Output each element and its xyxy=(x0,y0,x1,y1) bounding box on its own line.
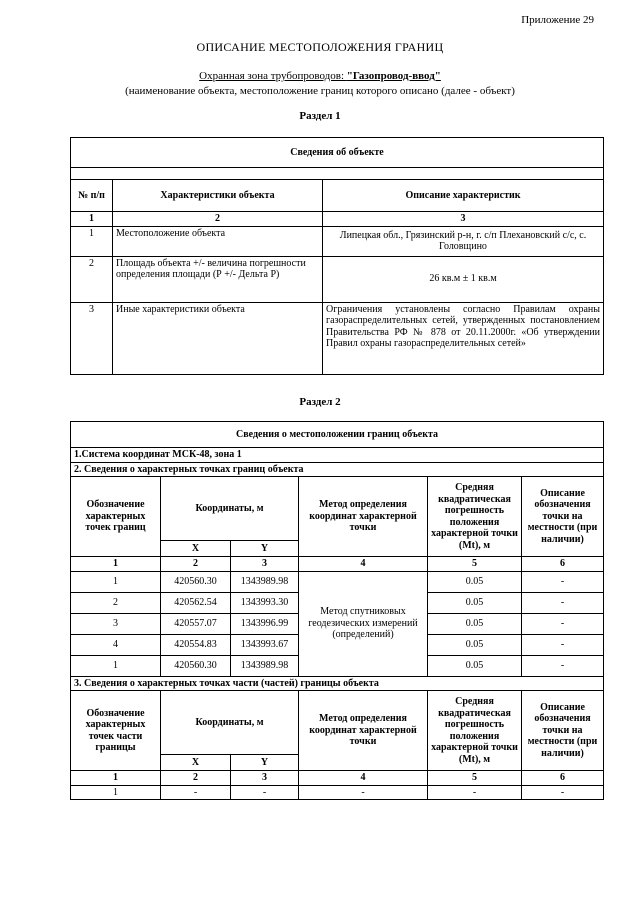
subsection-2: 2. Сведения о характерных точках границ объекта xyxy=(71,462,604,477)
method-cell: Метод спутниковых геодезических измерений (определений) xyxy=(299,571,428,676)
point-y: 1343996.99 xyxy=(231,613,299,634)
error-header: Средняя квадратическая погрешность положения характерной точки (Mt), м xyxy=(428,477,522,557)
row-number: 1 xyxy=(71,226,113,256)
col-num-header: № п/п xyxy=(71,180,113,212)
coord-system: 1.Система координат МСК-48, зона 1 xyxy=(71,448,604,463)
points-part-header: Обозначение характерных точек части границы xyxy=(71,691,161,771)
table-row xyxy=(71,256,604,302)
point-y: 1343989.98 xyxy=(231,655,299,676)
x-header: X xyxy=(161,541,231,557)
document-title: ОПИСАНИЕ МЕСТОПОЛОЖЕНИЯ ГРАНИЦ xyxy=(196,40,444,54)
point-desc: - xyxy=(522,655,604,676)
appendix-label: Приложение 29 xyxy=(521,14,594,26)
point-desc: - xyxy=(522,634,604,655)
part-error: - xyxy=(428,785,522,800)
method-header: Метод определения координат характерной точки xyxy=(299,477,428,557)
table-title: Сведения об объекте xyxy=(71,138,604,168)
point-number: 2 xyxy=(71,592,161,613)
table-title: Сведения о местоположении границ объекта xyxy=(71,422,604,448)
desc-header: Описание обозначения точки на местности (при наличии) xyxy=(522,477,604,557)
point-number: 1 xyxy=(71,571,161,592)
part-x: - xyxy=(161,785,231,800)
point-number: 1 xyxy=(71,655,161,676)
point-x: 420560.30 xyxy=(161,571,231,592)
part-method: - xyxy=(299,785,428,800)
point-y: 1343989.98 xyxy=(231,571,299,592)
y-header: Y xyxy=(231,755,299,771)
col-index: 6 xyxy=(522,771,604,786)
point-y: 1343993.67 xyxy=(231,634,299,655)
point-error: 0.05 xyxy=(428,655,522,676)
col-char-header: Характеристики объекта xyxy=(113,180,323,212)
point-y: 1343993.30 xyxy=(231,592,299,613)
point-x: 420560.30 xyxy=(161,655,231,676)
points-header: Обозначение характерных точек границ xyxy=(71,477,161,557)
part-number: 1 xyxy=(71,785,161,800)
row-value: Липецкая обл., Грязинский р-н, г. с/п Плехановский с/с, с. Головщино xyxy=(323,226,604,256)
point-x: 420562.54 xyxy=(161,592,231,613)
table-row xyxy=(71,302,604,374)
row-value: 26 кв.м ± 1 кв.м xyxy=(323,256,604,302)
point-error: 0.05 xyxy=(428,634,522,655)
col-index: 5 xyxy=(428,771,522,786)
point-desc: - xyxy=(522,613,604,634)
col-index: 3 xyxy=(231,557,299,572)
row-characteristic: Иные характеристики объекта xyxy=(113,302,323,374)
row-number: 2 xyxy=(71,256,113,302)
point-x: 420554.83 xyxy=(161,634,231,655)
row-characteristic: Площадь объекта +/- величина погрешности определения площади (Р +/- Дельта Р) xyxy=(113,256,323,302)
error-header: Средняя квадратическая погрешность положения характерной точки (Mt), м xyxy=(428,691,522,771)
point-error: 0.05 xyxy=(428,571,522,592)
col-index: 5 xyxy=(428,557,522,572)
desc-header: Описание обозначения точки на местности (при наличии) xyxy=(522,691,604,771)
object-info-table xyxy=(70,137,604,375)
row-value: Ограничения установлены согласно Правилам охраны газораспределительных сетей, утвержденных постановлением Правительства РФ № 878 от 20.11.2000г. «Об утверждении Правил охраны газораспределительных сетей» xyxy=(323,302,604,374)
subsection-3: 3. Сведения о характерных точках части (частей) границы объекта xyxy=(71,676,604,691)
row-number: 3 xyxy=(71,302,113,374)
spacer-row xyxy=(71,168,604,180)
col-index: 2 xyxy=(113,212,323,227)
y-header: Y xyxy=(231,541,299,557)
col-index: 3 xyxy=(231,771,299,786)
col-index: 1 xyxy=(71,771,161,786)
col-index: 1 xyxy=(71,557,161,572)
col-index: 2 xyxy=(161,557,231,572)
col-index: 2 xyxy=(161,771,231,786)
col-index: 4 xyxy=(299,557,428,572)
col-index: 4 xyxy=(299,771,428,786)
coords-header: Координаты, м xyxy=(161,477,299,541)
boundary-table xyxy=(70,421,604,800)
part-y: - xyxy=(231,785,299,800)
row-characteristic: Местоположение объекта xyxy=(113,226,323,256)
part-desc: - xyxy=(522,785,604,800)
point-number: 3 xyxy=(71,613,161,634)
zone-prefix: Охранная зона трубопроводов: xyxy=(199,70,347,82)
method-header: Метод определения координат характерной точки xyxy=(299,691,428,771)
zone-line xyxy=(0,70,640,82)
table-row xyxy=(71,571,604,592)
table-row xyxy=(71,226,604,256)
coords-header: Координаты, м xyxy=(161,691,299,755)
col-desc-header: Описание характеристик xyxy=(323,180,604,212)
zone-note: (наименование объекта, местоположение границ которого описано (далее - объект) xyxy=(125,85,515,97)
col-index: 3 xyxy=(323,212,604,227)
x-header: X xyxy=(161,755,231,771)
col-index: 1 xyxy=(71,212,113,227)
point-error: 0.05 xyxy=(428,592,522,613)
col-index: 6 xyxy=(522,557,604,572)
point-desc: - xyxy=(522,571,604,592)
zone-name: "Газопровод-ввод" xyxy=(346,70,441,82)
section2-heading: Раздел 2 xyxy=(299,396,341,408)
point-desc: - xyxy=(522,592,604,613)
point-number: 4 xyxy=(71,634,161,655)
point-x: 420557.07 xyxy=(161,613,231,634)
table-row xyxy=(71,785,604,800)
point-error: 0.05 xyxy=(428,613,522,634)
section1-heading: Раздел 1 xyxy=(299,110,341,122)
